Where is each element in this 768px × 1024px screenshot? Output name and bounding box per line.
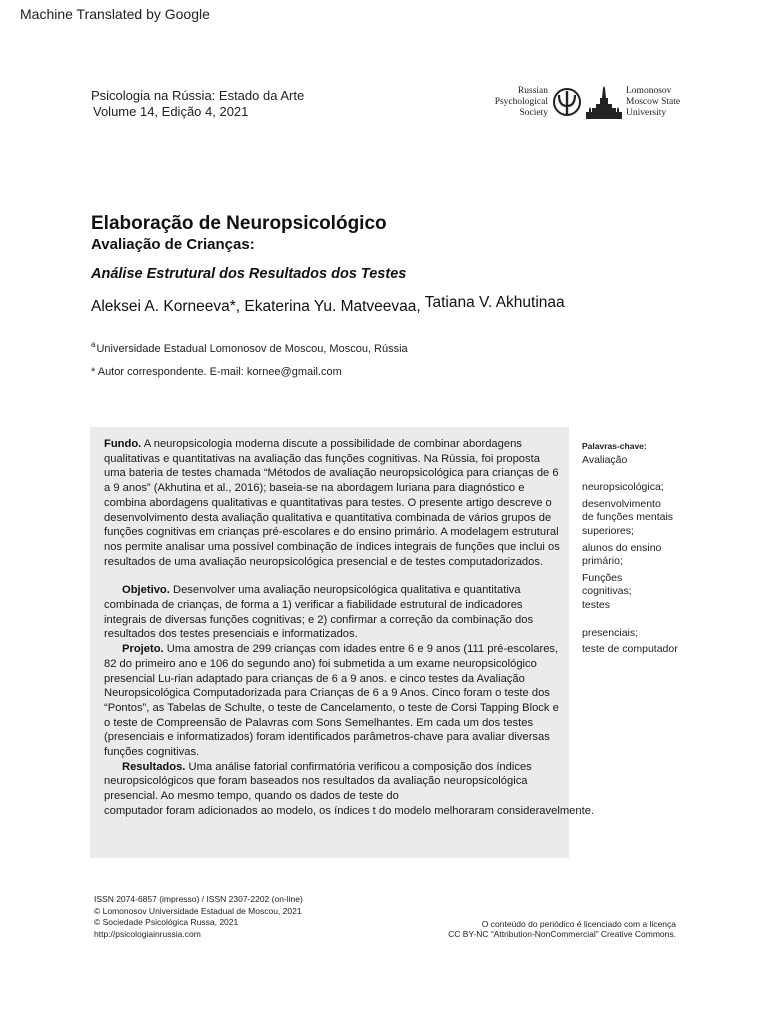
rps-line-3: Society <box>519 108 548 118</box>
objetivo-label: Objetivo. <box>122 584 170 597</box>
keyword-line: neuropsicológica; <box>582 481 664 494</box>
keyword-line: cognitivas; <box>582 585 632 598</box>
rps-logo-text <box>480 86 548 119</box>
fundo-label: Fundo. <box>104 438 142 450</box>
keyword-line: teste de computador <box>582 643 678 656</box>
article-subtitle-2: Análise Estrutural dos Resultados dos Testes <box>91 266 407 282</box>
keyword-line: primário; <box>582 555 623 568</box>
abstract <box>104 437 595 819</box>
footer-copyright <box>94 894 303 940</box>
keyword-line: alunos do ensino <box>582 541 662 554</box>
affiliation <box>91 340 408 355</box>
machine-translation-banner: Machine Translated by Google <box>20 6 210 22</box>
affiliation-text: Universidade Estadual Lomonosov de Moscou, Moscou, Rússia <box>96 343 408 355</box>
footer-license <box>400 919 676 939</box>
keyword-line: testes <box>582 598 611 611</box>
fundo-text: A neuropsicologia moderna discute a possibilidade de combinar abordagens qualitativas e quantitativas na avaliação das funções cognitivas. Na Rússia, foi proposta uma bateria de testes chamada “Métodos de avaliação neuropsicológica para crianças de 6 a 9 anos” (Akhutina et al., 2016); baseia-se na abordagem luriana para diagnóstico e combina abordagens qualitativas e quantitativas para testes. O presente artigo descreve o desenvolvimento desta avaliação qualitativa e quantitativa combinada de vários grupos de funções cognitivas em crianças pré-escolares e do ensino primário. A modelagem estrutural nos permite analisar uma possível combinação de índices integrais de funções que inclui os resultados de uma avaliação neuropsicológica presencial e de testes computadorizados. <box>104 438 560 568</box>
journal-name: Psicologia na Rússia: Estado da Arte <box>91 88 305 103</box>
abstract-background-section <box>104 437 562 569</box>
footer-url: http://psicologiainrussia.com <box>94 928 201 939</box>
keyword-line: Funções <box>582 571 623 584</box>
keyword-line: Avaliação <box>582 453 628 466</box>
authors-part-2: Tatiana V. Akhutinaa <box>424 294 565 311</box>
article-subtitle: Avaliação de Crianças: <box>91 236 255 253</box>
authors-part-1: Aleksei A. Korneeva*, Ekaterina Yu. Matveevaa, <box>91 298 421 315</box>
abstract-results-section <box>104 760 562 804</box>
keyword-line: presenciais; <box>582 626 639 639</box>
projeto-text: Uma amostra de 299 crianças com idades entre 6 e 9 anos (111 pré-escolares, 82 do primeiro ano e 106 do segundo ano) foi submetida a um exame neuropsicológico presencial Lu-rian adaptado para crianças de 6 a 9 anos. e cinco testes da Avaliação Neuropsicológica Computadorizada para Crianças de 6 a 9 Anos. Cinco foram o teste dos “Pontos”, as Tabelas de Schulte, o teste de Cancelamento, o teste de Corsi Tapping Block e o teste de Compreensão de Palavras com Sons Semelhantes. Em cada um dos testes (presenciais e informatizados) foram identificados parâmetros-chave para avaliar diversas funções cognitivas. <box>104 643 559 759</box>
keywords <box>582 440 702 657</box>
affiliation-mark: a <box>91 340 96 349</box>
abstract-design-section <box>104 642 562 760</box>
msu-line-1: Lomonosov <box>626 86 672 96</box>
keyword-line: de funções mentais <box>582 511 674 524</box>
license-line-1: O conteúdo do periódico é licenciado com a licença <box>481 919 676 929</box>
license-line-2: CC BY-NC “Attribution-NonCommercial” Creative Commons. <box>448 929 676 939</box>
rps-line-2: Psychological <box>494 97 548 107</box>
keyword-line: superiores; <box>582 524 634 537</box>
university-building-icon <box>584 86 624 120</box>
footer-copyright-rps: © Sociedade Psicológica Russa, 2021 <box>94 917 239 927</box>
resultados-label: Resultados. <box>122 760 186 773</box>
footer-copyright-msu: © Lomonosov Universidade Estadual de Moscou, 2021 <box>94 905 302 916</box>
journal-info <box>91 88 304 120</box>
projeto-label: Projeto. <box>122 643 164 656</box>
rps-line-1: Russian <box>517 86 548 96</box>
author-list <box>91 294 565 316</box>
msu-logo-text <box>626 86 686 119</box>
objetivo-text: Desenvolver uma avaliação neuropsicológica qualitativa e quantitativa combinada de crianças, de forma a 1) verificar a fiabilidade estrutural de indicadores integrais de diversas funções cognitivas; e 2) confirmar a correção da combinação dos resultados dos testes presenciais e informatizados. <box>104 584 534 641</box>
msu-line-3: University <box>626 108 667 118</box>
keyword-line: desenvolvimento <box>582 497 661 510</box>
corresponding-author: * Autor correspondente. E-mail: kornee@gmail.com <box>91 366 342 378</box>
msu-line-2: Moscow State <box>626 97 681 107</box>
publisher-logos <box>480 84 680 126</box>
psi-emblem-icon <box>552 86 582 120</box>
abstract-objective-section <box>104 583 562 642</box>
resultados-text: Uma análise fatorial confirmatória verificou a composição dos índices neuropsicológicos que foram baseados nos resultados da avaliação neuropsicológica presencial. Ao mesmo tempo, quando os dados de teste do <box>104 760 532 803</box>
results-last-line: computador foram adicionados ao modelo, os índices t do modelo melhoraram consideravelmente. <box>104 804 595 817</box>
keywords-heading: Palavras-chave: <box>582 441 647 451</box>
footer-issn: ISSN 2074-6857 (impresso) / ISSN 2307-2202 (on-line) <box>94 894 303 904</box>
article-title: Elaboração de Neuropsicológico <box>91 213 387 234</box>
journal-volume: Volume 14, Edição 4, 2021 <box>93 104 249 119</box>
